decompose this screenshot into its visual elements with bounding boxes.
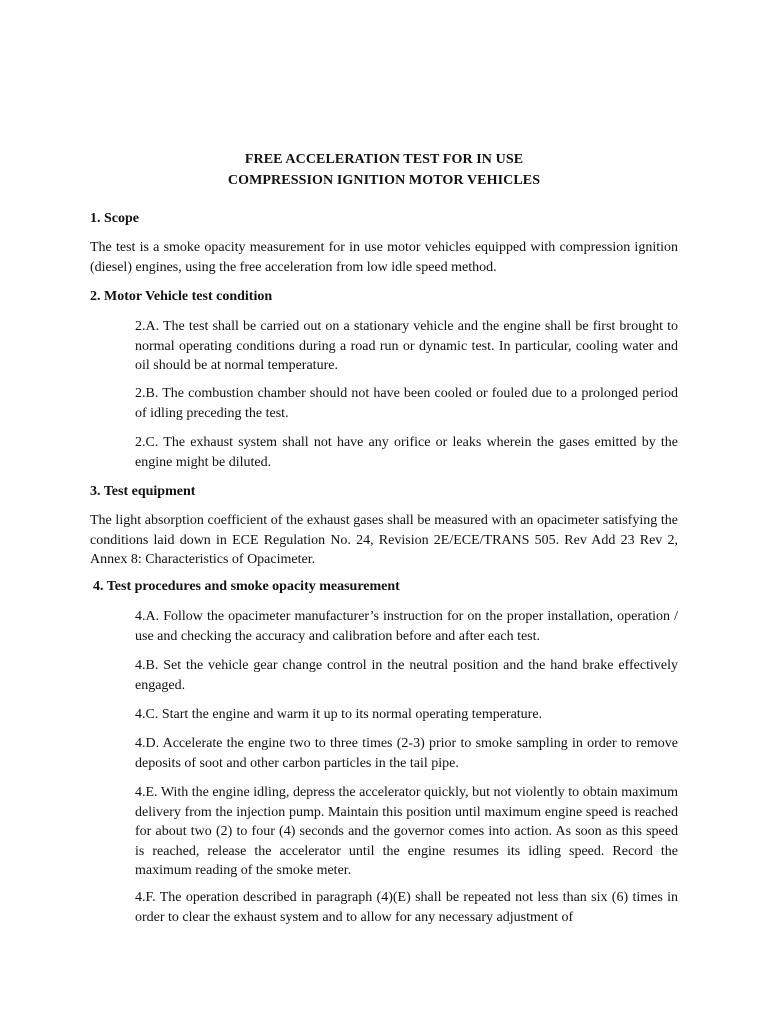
section-4-item-b: 4.B. Set the vehicle gear change control in the neutral position and the hand brake effectively engaged.	[135, 658, 678, 693]
section-1-heading: 1. Scope	[90, 211, 139, 226]
document-title-line-2: COMPRESSION IGNITION MOTOR VEHICLES	[227, 173, 541, 188]
section-2-item-b: 2.B. The combustion chamber should not have been cooled or fouled due to a prolonged period of idling preceding the test.	[135, 386, 678, 421]
section-2-item-a: 2.A. The test shall be carried out on a stationary vehicle and the engine shall be first brought to normal operating conditions during a road run or dynamic test. In particular, cooling water and oil should be at normal temperature.	[135, 319, 678, 373]
section-4-item-a: 4.A. Follow the opacimeter manufacturer’s instruction for on the proper installation, operation / use and checking the accuracy and calibration before and after each test.	[135, 609, 678, 644]
section-4-item-f: 4.F. The operation described in paragraph (4)(E) shall be repeated not less than six (6) times in order to clear the exhaust system and to allow for any necessary adjustment of	[135, 890, 678, 925]
section-4-item-e: 4.E. With the engine idling, depress the accelerator quickly, but not violently to obtain maximum delivery from the injection pump. Maintain this position until maximum engine speed is reached for about two (2) to four (4) seconds and the governor comes into action. As soon as this speed is reached, release the accelerator until the engine resumes its idling speed. Record the maximum reading of the smoke meter.	[135, 785, 678, 878]
section-1-body: The test is a smoke opacity measurement for in use motor vehicles equipped with compression ignition (diesel) engines, using the free acceleration from low idle speed method.	[90, 240, 678, 275]
section-4-item-d: 4.D. Accelerate the engine two to three times (2-3) prior to smoke sampling in order to remove deposits of soot and other carbon particles in the tail pipe.	[135, 736, 678, 771]
section-4-item-c: 4.C. Start the engine and warm it up to its normal operating temperature.	[135, 707, 543, 722]
section-2-heading: 2. Motor Vehicle test condition	[90, 289, 273, 304]
section-4-heading: 4. Test procedures and smoke opacity measurement	[93, 579, 400, 594]
section-2-item-c: 2.C. The exhaust system shall not have any orifice or leaks wherein the gases emitted by the engine might be diluted.	[135, 435, 678, 470]
section-3-body: The light absorption coefficient of the exhaust gases shall be measured with an opacimeter satisfying the conditions laid down in ECE Regulation No. 24, Revision 2E/ECE/TRANS 505. Rev Add 23 Rev 2, Annex 8: Characteristics of Opacimeter.	[90, 513, 678, 567]
section-3-heading: 3. Test equipment	[90, 484, 196, 499]
document-title-line-1: FREE ACCELERATION TEST FOR IN USE	[244, 152, 524, 167]
